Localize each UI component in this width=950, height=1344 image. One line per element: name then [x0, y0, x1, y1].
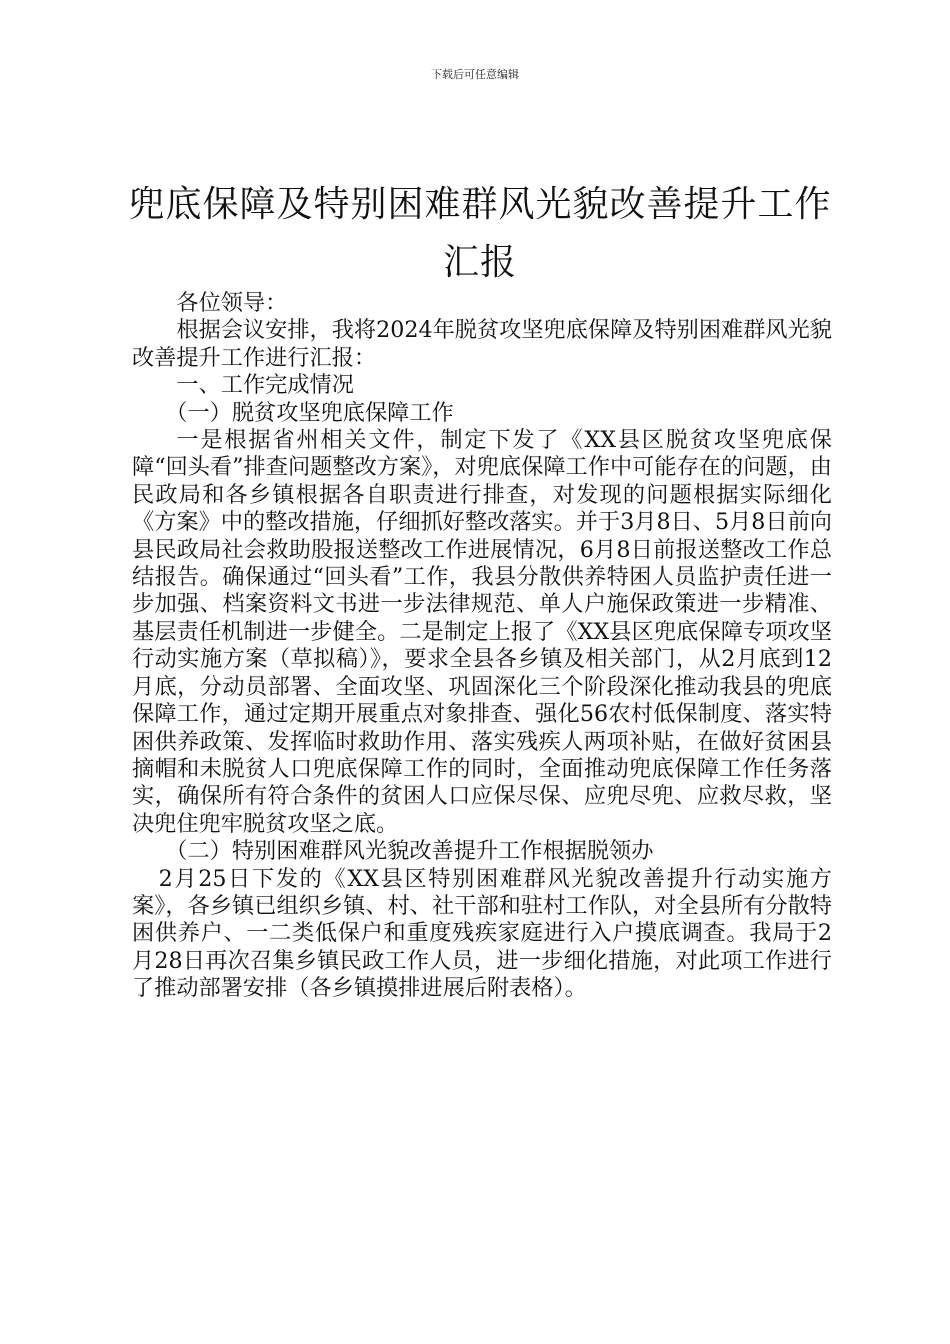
body-paragraph-2: 2月25日下发的《XX县区特别困难群风光貌改善提升行动实施方案》，各乡镇已组织乡镇、村、社干部和驻村工作队，对全县所有分散特困供养户、一二类低保户和重度残疾家庭进行入户摸底调查。我局于2月28日再次召集乡镇民政工作人员，进一步细化措施，对此项工作进行了推动部署安排（各乡镇摸排进展后附表格）。: [132, 865, 832, 1002]
subsection-heading-2: （二）特别困难群风光貌改善提升工作根据脱领办: [165, 838, 654, 865]
document-title: 兜底保障及特别困难群风光貌改善提升工作汇报: [128, 184, 832, 283]
section-heading: 一、工作完成情况: [176, 372, 354, 399]
document-body: [132, 290, 832, 1003]
intro-paragraph: 根据会议安排，我将2024年脱贫攻坚兜底保障及特别困难群风光貌改善提升工作进行汇报：: [132, 317, 832, 371]
header-note: 下载后可任意编辑: [431, 68, 519, 81]
body-paragraph-1: 一是根据省州相关文件，制定下发了《XX县区脱贫攻坚兜底保障“回头看”排查问题整改方案》，对兜底保障工作中可能存在的问题，由民政局和各乡镇根据各自职责进行排查，对发现的问题根据实际细化《方案》中的整改措施，仔细抓好整改落实。并于3月8日、5月8日前向县民政局社会救助股报送整改工作进展情况，6月8日前报送整改工作总结报告。确保通过“回头看”工作，我县分散供养特困人员监护责任进一步加强、档案资料文书进一步法律规范、单人户施保政策进一步精准、基层责任机制进一步健全。二是制定上报了《XX县区兜底保障专项攻坚行动实施方案（草拟稿）》，要求全县各乡镇及相关部门，从2月底到12月底，分动员部署、全面攻坚、巩固深化三个阶段深化推动我县的兜底保障工作，通过定期开展重点对象排查、强化56农村低保制度、落实特困供养政策、发挥临时救助作用、落实残疾人两项补贴，在做好贫困县摘帽和未脱贫人口兜底保障工作的同时，全面推动兜底保障工作任务落实，确保所有符合条件的贫困人口应保尽保、应兜尽兜、应救尽救，坚决兜住兜牢脱贫攻坚之底。: [132, 427, 832, 837]
salutation: 各位领导：: [176, 290, 288, 316]
subsection-heading-1: （一）脱贫攻坚兜底保障工作: [165, 399, 454, 426]
